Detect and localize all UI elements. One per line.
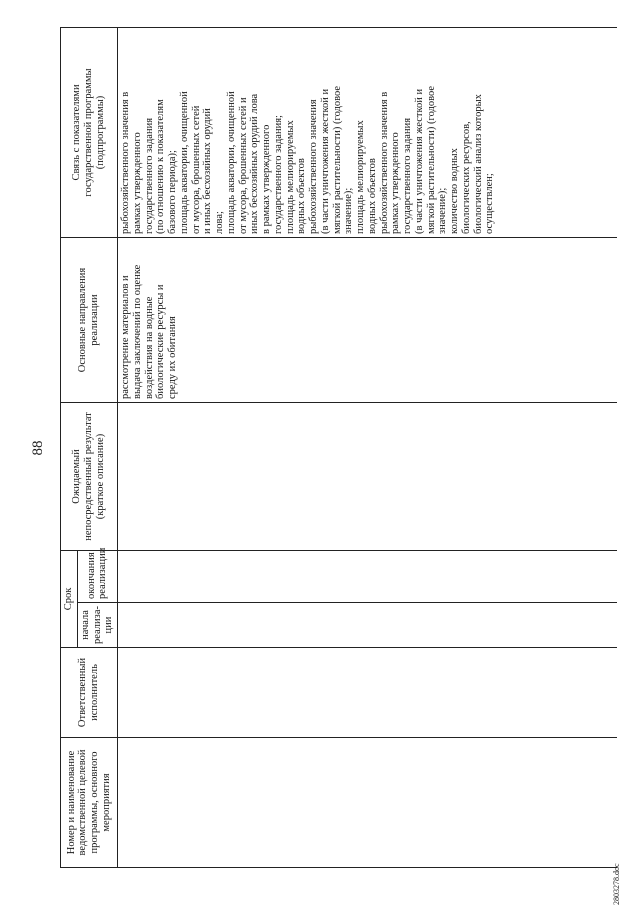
text-line: площадь акватории, очищенной — [178, 91, 190, 234]
text-line: количество водных — [449, 148, 460, 234]
text-line: рыбохозяйственного значения — [308, 99, 319, 234]
header-term-start — [77, 603, 117, 648]
cell-term-end — [118, 550, 618, 602]
text-line: биологические ресурсы и — [155, 284, 167, 399]
text-line: водных объектов — [366, 158, 378, 234]
text-line: Ожидаемый — [71, 449, 83, 504]
header-term: Срок — [61, 550, 78, 647]
header-expected-result — [61, 402, 118, 550]
text-line: рассмотрение материалов и — [120, 275, 131, 399]
text-line: водных объектов — [296, 158, 308, 234]
text-line: рамках утвержденного — [390, 132, 402, 234]
text-line: программы, основного — [89, 751, 100, 854]
text-line: базового периода); — [167, 150, 178, 234]
text-line: (краткое описание) — [94, 433, 106, 520]
text-line: рамках утвержденного — [131, 132, 143, 234]
text-line: реализации — [89, 294, 100, 346]
program-table — [60, 27, 617, 868]
rotated-page — [20, 28, 620, 868]
text-line: от мусора, брошенных сетей — [190, 105, 202, 234]
text-line: (по отношению к показателям — [155, 99, 167, 234]
text-line: начала — [79, 610, 91, 640]
text-line: среду их обитания — [167, 316, 178, 399]
text-line: значение); — [437, 187, 449, 234]
text-line: государственного задания — [402, 117, 413, 234]
text-line: площадь мелиорируемых — [284, 120, 296, 234]
text-line: Основные направления — [77, 267, 89, 373]
text-line: мероприятия — [100, 773, 112, 832]
cell-term-start — [118, 603, 618, 648]
cell-responsible — [118, 648, 618, 738]
text-line: лова; — [214, 211, 225, 234]
header-responsible — [61, 648, 118, 738]
document-id-footer — [600, 855, 640, 915]
text-line: государственной программы — [83, 68, 95, 197]
text-line: биологических ресурсов, — [460, 121, 472, 234]
text-line: Номер и наименование — [65, 750, 77, 855]
text-line: воздействия на водные — [143, 296, 155, 399]
text-line: непосредственный результат — [83, 412, 95, 541]
header-term-end — [77, 547, 117, 602]
text-line: и иных бесхозяйных орудий — [202, 108, 214, 234]
text-line: иных бесхозяйных орудий лова — [249, 93, 261, 234]
text-line: Связь с показателями — [71, 84, 83, 181]
text-line: реализации — [97, 547, 109, 599]
text-line: ведомственной целевой — [77, 749, 89, 856]
text-line: (в части уничтожения жесткой и — [413, 88, 425, 234]
text-line: ции — [103, 616, 115, 634]
text-line: реализа- — [91, 606, 103, 644]
text-line: биологический анализ которых — [472, 94, 484, 234]
page-number: 88 — [30, 440, 46, 456]
cell-link-indicators — [118, 27, 618, 237]
table-row — [118, 27, 618, 867]
text-line: рыбохозяйственного значения в — [120, 91, 131, 234]
header-program — [61, 738, 118, 868]
text-line: окончания — [85, 552, 97, 599]
text-line: исполнитель — [89, 664, 100, 721]
header-directions — [61, 237, 118, 402]
cell-directions — [118, 237, 618, 402]
text-line: государственного задания — [143, 117, 155, 234]
text-line: площадь акватории, очищенной — [225, 91, 237, 234]
text-line: государственного задания; — [272, 115, 284, 234]
text-line: от мусора, брошенных сетей и — [237, 97, 249, 234]
cell-program — [118, 738, 618, 868]
text-line: (в части уничтожения жесткой и — [319, 88, 331, 234]
text-line: выдача заключений по оценке — [131, 264, 143, 399]
text-line: мягкой растительности) (годовое — [331, 85, 343, 234]
text-line: Ответственный — [77, 657, 89, 728]
text-line: в рамках утвержденного — [261, 124, 272, 234]
header-link-indicators — [61, 27, 118, 237]
text-line: рыбохозяйственного значения в — [378, 91, 390, 234]
text-line: (подпрограммы) — [94, 95, 106, 170]
text-line: значение); — [343, 187, 355, 234]
text-line: площадь мелиорируемых — [355, 120, 366, 234]
document-id: 2803278.doc — [612, 863, 621, 905]
text-line: осуществлен; — [484, 173, 496, 234]
cell-expected-result — [118, 402, 618, 550]
text-line: мягкой растительности) (годовое — [425, 85, 437, 234]
